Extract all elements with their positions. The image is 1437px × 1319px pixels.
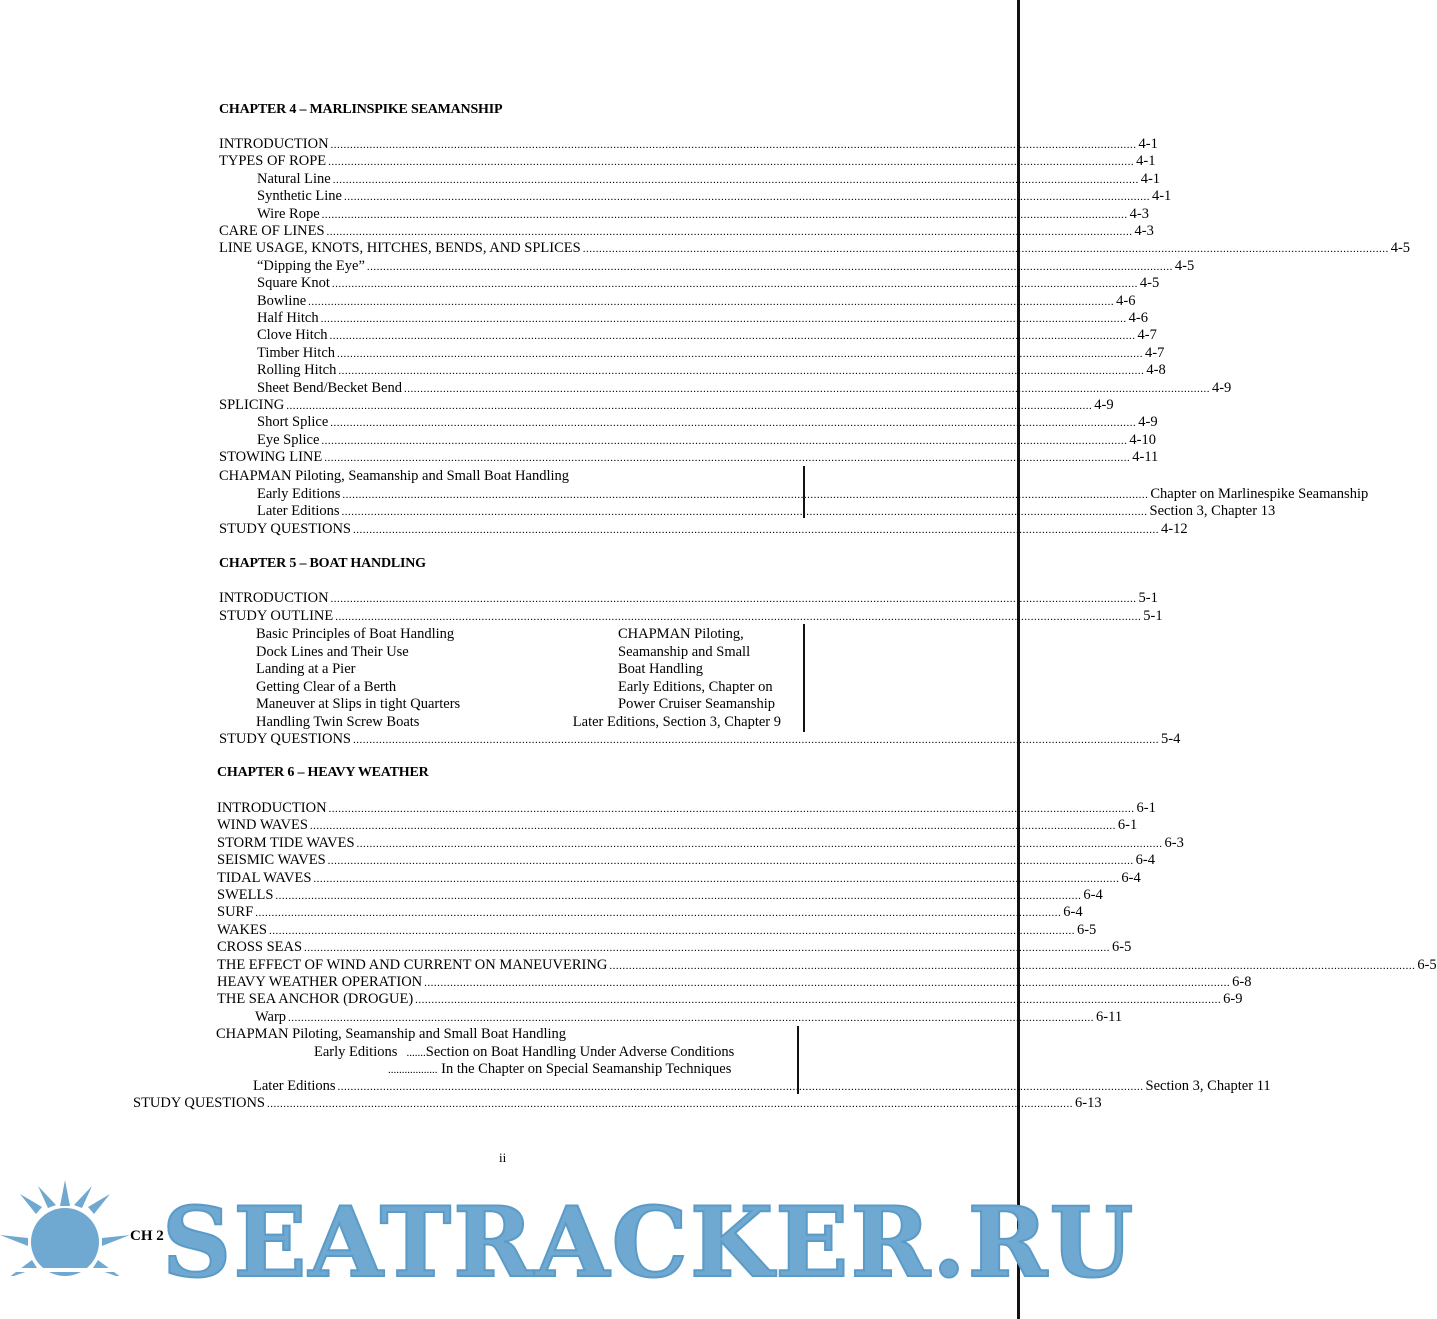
toc-page: 4-6 <box>1116 292 1136 309</box>
chapman-ref-title: CHAPMAN Piloting, Seamanship and Small Boat Handling <box>216 1026 567 1042</box>
toc-row <box>257 309 1148 327</box>
toc-row <box>257 187 1172 205</box>
toc-label: Bowline <box>257 292 307 309</box>
leader-dots <box>331 136 1137 154</box>
toc-label: CARE OF LINES <box>219 223 325 239</box>
leader-dots <box>332 275 1138 293</box>
toc-label: WAKES <box>217 921 267 938</box>
leader-dots <box>328 153 1134 171</box>
outline-reference: Later Editions, Section 3, Chapter 9 <box>572 713 781 730</box>
change-bar <box>803 466 805 518</box>
toc-label: Sheet Bend/Becket Bend <box>257 379 402 396</box>
leader-dots <box>304 939 1110 957</box>
toc-page: 6-3 <box>1164 834 1184 851</box>
leader-dots <box>353 521 1159 539</box>
toc-page: 6-11 <box>1096 1008 1123 1025</box>
study-questions-row <box>219 730 1181 748</box>
toc-page: 5-1 <box>1138 590 1158 606</box>
leader-dots <box>330 414 1136 432</box>
toc-page: 4-3 <box>1134 223 1154 239</box>
toc-row <box>219 607 1163 625</box>
toc-label: INTRODUCTION <box>219 136 329 152</box>
later-editions-label: Later Editions <box>257 503 340 519</box>
toc-label: Natural Line <box>257 170 331 187</box>
leader-dots <box>269 922 1075 940</box>
leader-dots <box>609 957 1415 975</box>
toc-label: INTRODUCTION <box>217 800 327 816</box>
toc-page: 6-5 <box>1112 939 1132 956</box>
toc-label: WIND WAVES <box>217 817 308 834</box>
chapman-ref-title: CHAPMAN Piloting, Seamanship and Small Boat Handling <box>219 468 570 484</box>
toc-label: THE SEA ANCHOR (DROGUE) <box>217 991 414 1008</box>
toc-label: “Dipping the Eye” <box>257 257 365 274</box>
toc-page: 4-1 <box>1151 188 1172 205</box>
outline-reference: Boat Handling <box>618 661 703 677</box>
toc-row <box>257 379 1232 397</box>
toc-page: 6-4 <box>1135 852 1155 869</box>
toc-page: 4-1 <box>1138 136 1158 152</box>
toc-page: 4-5 <box>1174 257 1195 274</box>
toc-page: 6-4 <box>1063 904 1083 921</box>
toc-page: 6-5 <box>1076 921 1097 938</box>
toc-row <box>219 152 1156 170</box>
outline-reference: Power Cruiser Seamanship <box>618 696 776 712</box>
leader-dots <box>333 171 1139 189</box>
leader-dots <box>255 904 1061 922</box>
toc-page: 4-1 <box>1140 170 1161 187</box>
toc-page: 4-9 <box>1138 414 1158 431</box>
toc-label: STORM TIDE WAVES <box>217 834 355 851</box>
page-number: ii <box>499 1150 507 1165</box>
study-questions-label: STUDY QUESTIONS <box>133 1095 265 1111</box>
toc-label: CROSS SEAS <box>217 939 303 956</box>
toc-row <box>217 921 1097 939</box>
toc-label: Square Knot <box>257 275 330 292</box>
later-editions-row <box>257 502 1276 520</box>
leader-dots <box>331 590 1137 608</box>
toc-row <box>257 361 1166 379</box>
toc-row <box>255 1008 1123 1026</box>
outline-topic: Landing at a Pier <box>256 661 356 677</box>
outline-topic: Maneuver at Slips in tight Quarters <box>256 696 461 712</box>
toc-label: Rolling Hitch <box>257 362 337 379</box>
outline-reference: CHAPMAN Piloting, <box>618 626 744 642</box>
toc-page: 6-5 <box>1417 956 1437 973</box>
toc-label: Synthetic Line <box>257 188 342 205</box>
toc-row <box>217 973 1252 991</box>
toc-row <box>217 851 1155 869</box>
leader-dots <box>321 432 1127 450</box>
toc-label: Warp <box>255 1008 287 1025</box>
toc-page: 4-11 <box>1132 449 1159 466</box>
outline-topic: Dock Lines and Their Use <box>256 643 409 660</box>
chapter-marker: CH 2 <box>130 1228 164 1244</box>
toc-row <box>219 448 1159 466</box>
toc-row <box>219 135 1158 153</box>
toc-row <box>217 886 1103 904</box>
toc-label: Short Splice <box>257 414 329 431</box>
toc-label: SURF <box>217 904 254 921</box>
toc-row <box>257 292 1136 310</box>
toc-row <box>219 396 1114 414</box>
leader-dots <box>353 731 1159 749</box>
change-bar <box>803 624 805 732</box>
toc-row <box>257 344 1165 362</box>
leader-dots <box>367 258 1173 276</box>
leader-dots <box>329 800 1135 818</box>
toc-page: 6-8 <box>1232 974 1252 990</box>
toc-label: SPLICING <box>219 397 285 413</box>
leader-dots <box>310 817 1116 835</box>
leader-dots <box>357 835 1163 853</box>
leader-dots <box>404 380 1210 398</box>
toc-label: LINE USAGE, KNOTS, HITCHES, BENDS, AND SPLICES <box>219 240 581 257</box>
study-questions-label: STUDY QUESTIONS <box>219 731 351 747</box>
leader-dots <box>328 852 1134 870</box>
chapter-6-heading: CHAPTER 6 – HEAVY WEATHER <box>217 765 429 780</box>
leader-dots <box>342 503 1148 521</box>
leader-dots <box>286 397 1092 415</box>
leader-dots <box>583 240 1389 258</box>
toc-row <box>219 589 1158 607</box>
toc-page: 4-8 <box>1146 362 1166 379</box>
toc-page: 4-6 <box>1128 310 1148 326</box>
toc-row <box>219 222 1154 240</box>
toc-row <box>217 869 1141 887</box>
study-questions-page: 4-12 <box>1160 521 1188 537</box>
study-questions-row <box>133 1094 1102 1112</box>
study-questions-page: 5-4 <box>1160 731 1181 747</box>
leader-dots <box>322 206 1128 224</box>
outline-topic: Getting Clear of a Berth <box>256 678 397 695</box>
toc-page: 4-3 <box>1129 205 1149 222</box>
toc-row <box>217 799 1156 817</box>
chapter-4-heading: CHAPTER 4 – MARLINSPIKE SEAMANSHIP <box>219 102 503 117</box>
study-questions-row <box>219 520 1188 538</box>
leader-dots <box>321 310 1127 328</box>
toc-page: 4-1 <box>1136 153 1156 170</box>
leader-dots <box>327 223 1133 241</box>
early-editions-ref: Chapter on Marlinespike Seamanship <box>1150 486 1369 502</box>
toc-page: 4-5 <box>1390 240 1411 257</box>
toc-label: Timber Hitch <box>257 344 336 361</box>
early-editions-label: Early Editions <box>257 486 341 502</box>
toc-label: SEISMIC WAVES <box>217 852 326 869</box>
change-bar <box>797 1026 799 1094</box>
toc-label: INTRODUCTION <box>219 590 329 606</box>
toc-page: 6-4 <box>1083 887 1103 903</box>
early-editions-row <box>257 485 1369 503</box>
study-questions-label: STUDY QUESTIONS <box>219 521 351 537</box>
outline-reference: Early Editions, Chapter on <box>618 678 773 695</box>
toc-label: STUDY OUTLINE <box>219 608 334 624</box>
toc-label: HEAVY WEATHER OPERATION <box>217 974 423 990</box>
toc-page: 6-1 <box>1136 800 1156 816</box>
toc-page: 5-1 <box>1143 608 1163 624</box>
early-editions-label: Early Editions <box>314 1044 398 1060</box>
leader-dots <box>335 608 1141 626</box>
study-questions-page: 6-13 <box>1074 1095 1102 1111</box>
leader-dots <box>344 188 1150 206</box>
later-editions-ref: Section 3, Chapter 11 <box>1145 1078 1271 1094</box>
toc-page: 4-10 <box>1129 431 1157 448</box>
toc-page: 6-4 <box>1121 869 1141 886</box>
leader-dots <box>275 887 1081 905</box>
toc-row <box>217 990 1243 1008</box>
later-editions-label: Later Editions <box>253 1078 336 1094</box>
later-editions-row <box>253 1077 1271 1095</box>
leader-dots <box>337 345 1143 363</box>
toc-page: 6-1 <box>1117 817 1138 834</box>
toc-page: 4-9 <box>1094 397 1114 413</box>
leader-dots <box>324 449 1130 467</box>
outline-topic: Basic Principles of Boat Handling <box>256 626 455 642</box>
toc-row <box>219 239 1411 257</box>
toc-label: Half Hitch <box>257 310 319 326</box>
toc-row <box>217 938 1132 956</box>
leader-dots <box>338 362 1144 380</box>
toc-page: 4-9 <box>1211 379 1232 396</box>
toc-row <box>257 257 1195 275</box>
toc-row <box>257 413 1158 431</box>
leader-dots: .................. <box>388 1064 438 1076</box>
outline-topic: Handling Twin Screw Boats <box>256 713 420 730</box>
later-editions-ref: Section 3, Chapter 13 <box>1149 503 1276 519</box>
toc-row <box>257 326 1157 344</box>
outline-reference: Seamanship and Small <box>618 643 751 660</box>
toc-page: 4-7 <box>1145 344 1165 361</box>
toc-page: 4-7 <box>1137 327 1157 344</box>
toc-page: 6-9 <box>1223 991 1243 1008</box>
leader-dots <box>313 870 1119 888</box>
toc-row <box>257 274 1160 292</box>
toc-row <box>217 903 1083 921</box>
chapter-5-heading: CHAPTER 5 – BOAT HANDLING <box>219 556 426 571</box>
toc-label: TIDAL WAVES <box>217 869 312 886</box>
toc-row <box>217 834 1184 852</box>
early-editions-ref-2: In the Chapter on Special Seamanship Techniques <box>441 1061 732 1077</box>
toc-label: TYPES OF ROPE <box>219 153 327 170</box>
toc-row <box>217 956 1437 974</box>
toc-row <box>217 816 1138 834</box>
leader-dots <box>424 974 1230 992</box>
toc-label: SWELLS <box>217 887 274 903</box>
leader-dots <box>267 1095 1073 1113</box>
early-editions-ref-1: Section on Boat Handling Under Adverse Conditions <box>425 1044 735 1060</box>
leader-dots <box>329 327 1135 345</box>
toc-row <box>257 170 1161 188</box>
toc-label: Eye Splice <box>257 431 320 448</box>
leader-dots <box>308 293 1114 311</box>
toc-row <box>257 205 1149 223</box>
watermark-text: SEATRACKER.RU <box>162 1186 1136 1299</box>
toc-label: Wire Rope <box>257 205 320 222</box>
toc-page: 4-5 <box>1139 275 1160 292</box>
toc-row <box>257 431 1157 449</box>
toc-label: THE EFFECT OF WIND AND CURRENT ON MANEUVERING <box>217 956 608 973</box>
leader-dots <box>415 991 1221 1009</box>
toc-label: STOWING LINE <box>219 449 323 466</box>
toc-label: Clove Hitch <box>257 327 328 344</box>
leader-dots: ....... <box>401 1047 426 1059</box>
